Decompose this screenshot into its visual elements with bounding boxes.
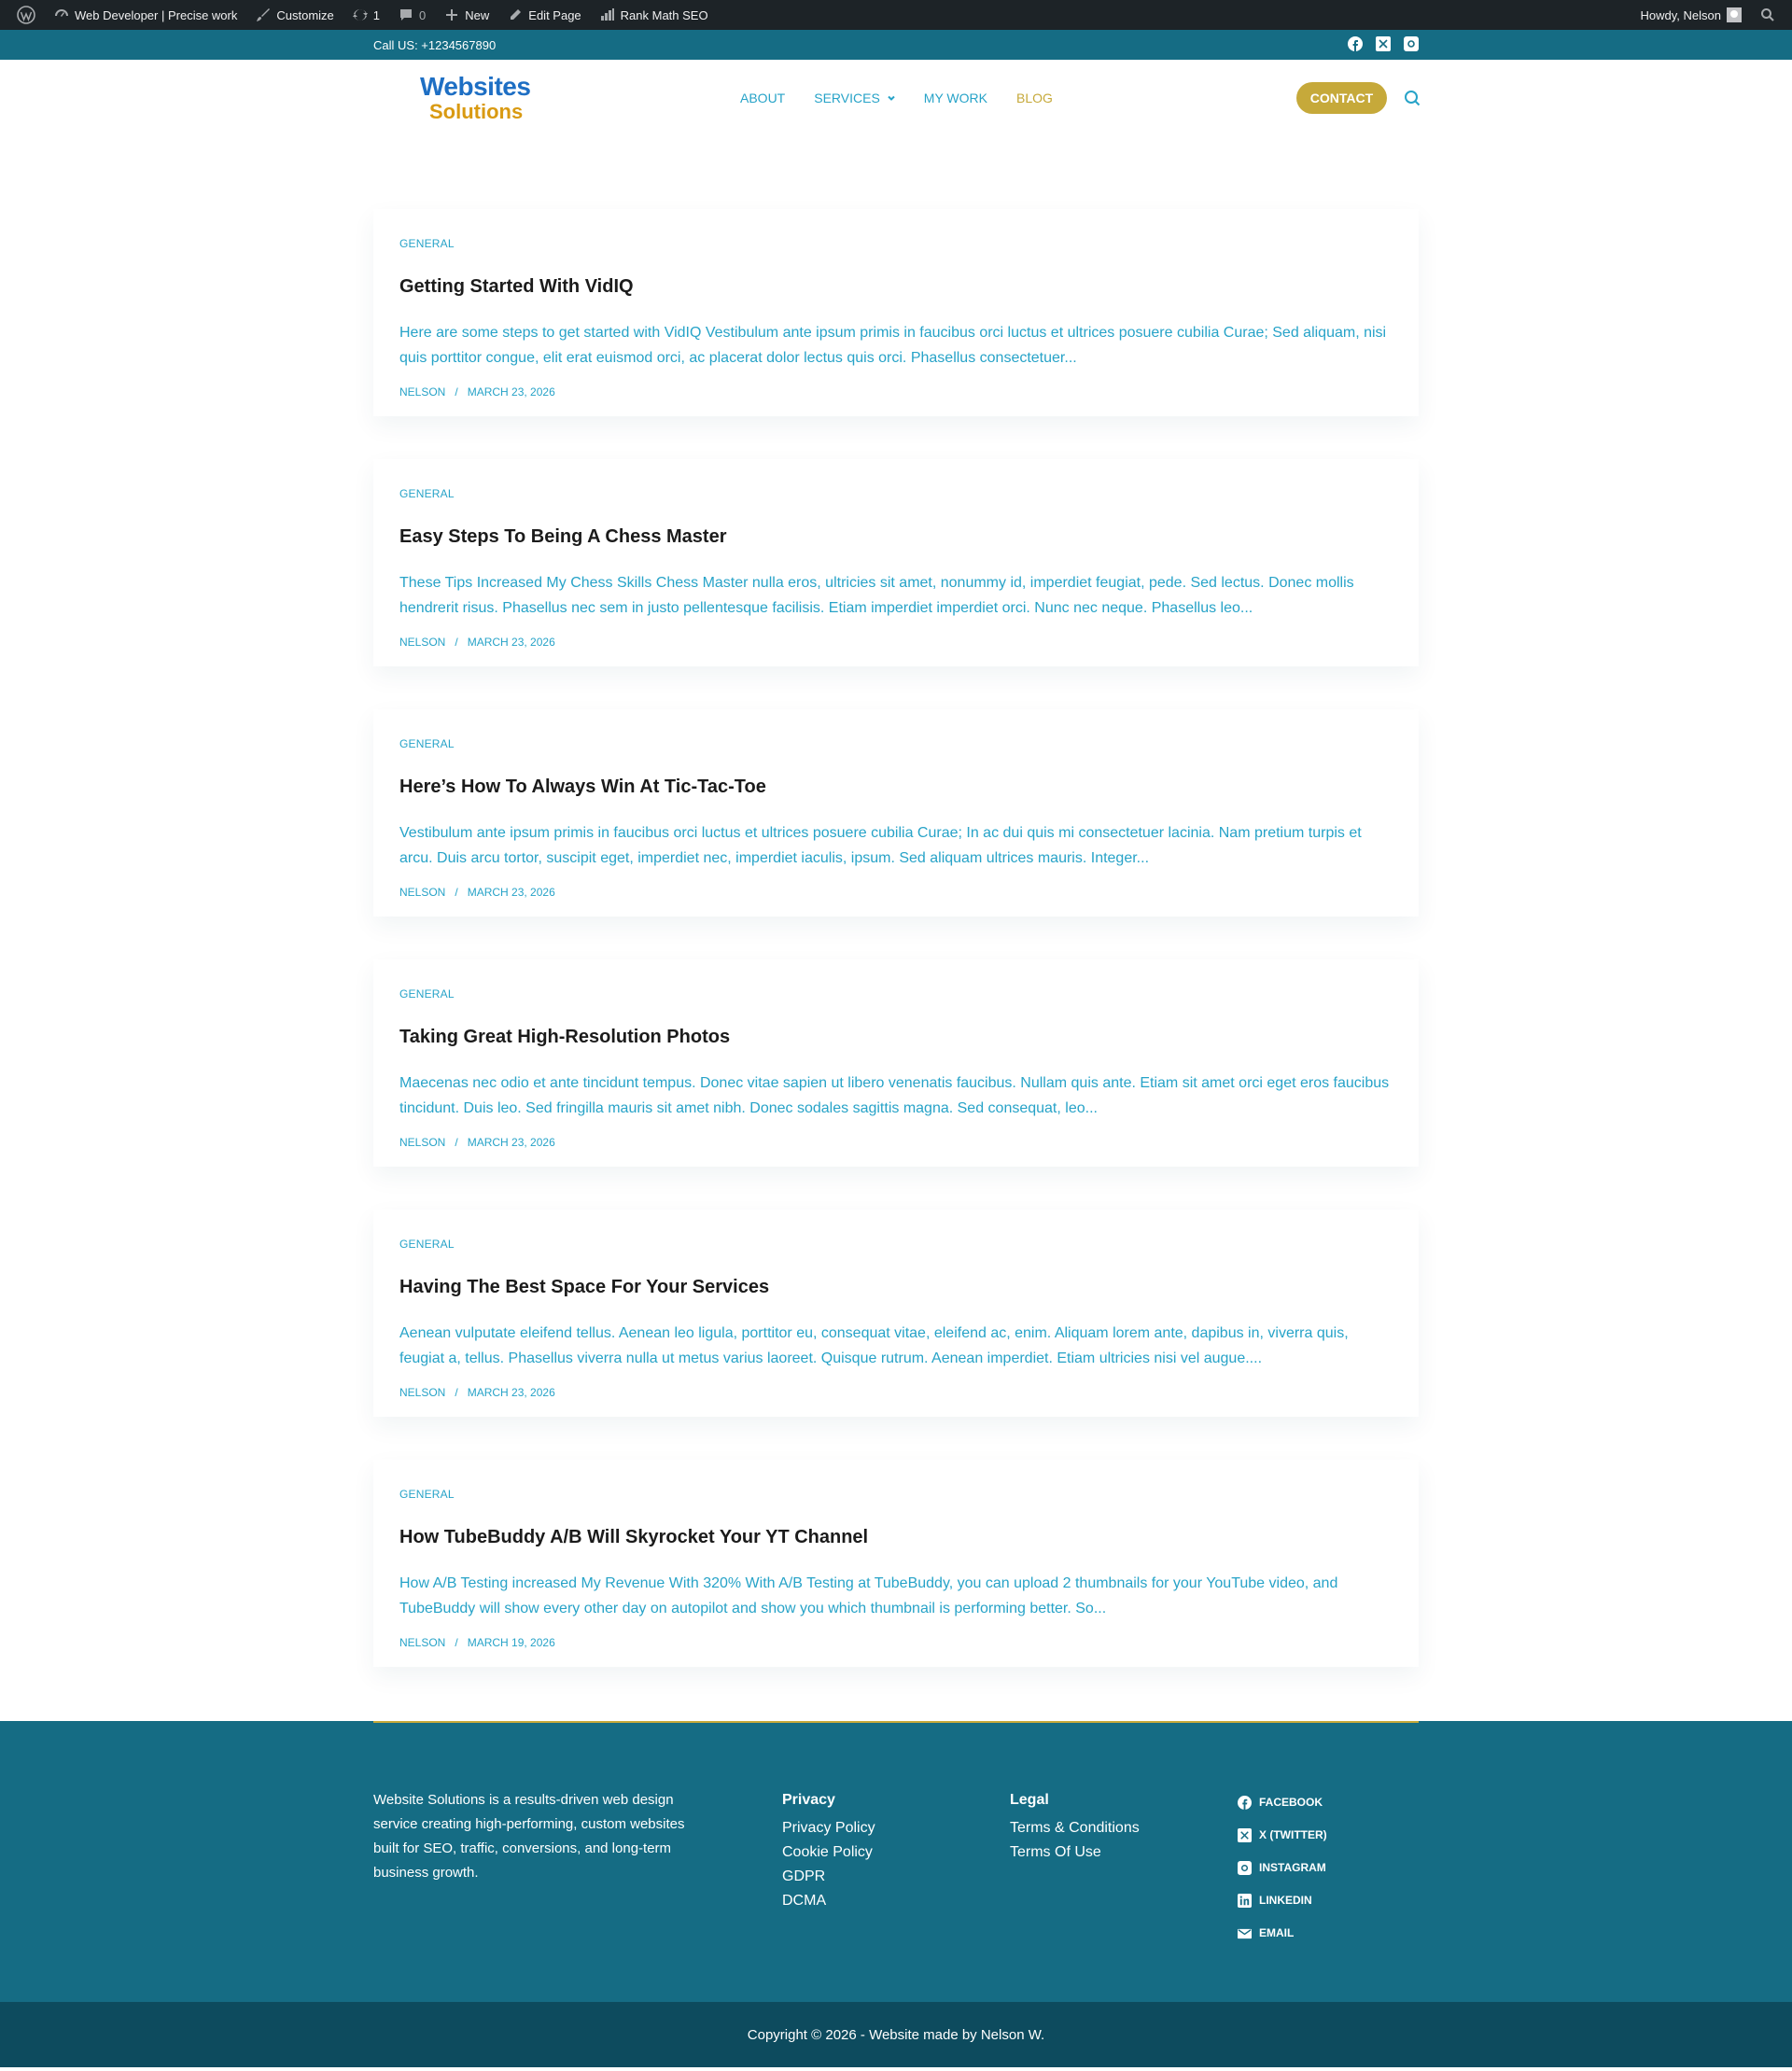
instagram-label: INSTAGRAM <box>1259 1861 1326 1874</box>
footer-social-column <box>1238 1786 1327 1950</box>
post-author[interactable]: NELSON <box>399 1136 446 1149</box>
post-title[interactable]: Easy Steps To Being A Chess Master <box>399 526 727 547</box>
post-title[interactable]: Here’s How To Always Win At Tic-Tac-Toe <box>399 777 766 797</box>
plus-icon <box>444 7 459 22</box>
post-excerpt: Aenean vulputate eleifend tellus. Aenean leo ligula, porttitor eu, consequat vitae, eleifend ac, enim. Aliquam lorem ante, dapibus in, viverra quis, feugiat a, tellus. Phasellus viverra nulla ut metus varius laoreet. Quisque rutrum. Aenean imperdiet. Etiam ultricies nisi vel augue.... <box>399 1325 1349 1366</box>
footer-inner <box>373 1721 1419 2002</box>
admin-bar-right <box>1631 0 1785 30</box>
post-excerpt: These Tips Increased My Chess Skills Chess Master nulla eros, ultricies sit amet, nonummy id, imperdiet feugiat, pede. Sed lectus. Donec mollis hendrerit risus. Phasellus nec sem in justo pellentesque facilisis. Etiam imperdiet imperdiet orci. Nunc nec neque. Phasellus leo... <box>399 575 1354 616</box>
x-twitter-label: X (TWITTER) <box>1259 1828 1327 1841</box>
x-twitter-icon[interactable] <box>1376 36 1391 54</box>
site-logo[interactable] <box>420 72 532 124</box>
brush-icon <box>256 7 271 22</box>
footer-x-twitter-link[interactable] <box>1238 1819 1327 1852</box>
meta-separator: / <box>455 385 458 399</box>
wp-admin-bar <box>0 0 1792 30</box>
post-category[interactable]: GENERAL <box>399 487 455 500</box>
post-excerpt: Here are some steps to get started with VidIQ Vestibulum ante ipsum primis in faucibus orci luctus et ultrices posuere cubilia Curae; Sed aliquam, nisi quis porttitor congue, elit erat euismod orci, ac placerat dolor lectus quis orci. Phasellus consectetuer... <box>399 325 1387 366</box>
post-meta <box>399 886 1393 899</box>
post-author[interactable]: NELSON <box>399 636 446 649</box>
terms-of-use-link[interactable]: Terms Of Use <box>1010 1844 1101 1860</box>
post-card <box>373 959 1419 1167</box>
admin-customize[interactable] <box>246 0 343 30</box>
post-meta <box>399 385 1393 399</box>
post-category[interactable]: GENERAL <box>399 987 455 1001</box>
privacy-policy-link[interactable]: Privacy Policy <box>782 1820 875 1836</box>
facebook-icon[interactable] <box>1348 36 1363 54</box>
contact-button[interactable]: CONTACT <box>1296 82 1387 114</box>
copyright-bar <box>0 2002 1792 2067</box>
avatar <box>1727 7 1742 22</box>
admin-search[interactable] <box>1751 0 1785 30</box>
footer-about-text: Website Solutions is a results-driven web design service creating high-performing, custom websites built for SEO, traffic, conversions, and long-term business growth. <box>373 1792 685 1881</box>
legal-heading: Legal <box>1010 1792 1049 1808</box>
edit-page-label: Edit Page <box>528 7 581 22</box>
logo-bottom-text: Solutions <box>429 100 524 123</box>
admin-account[interactable] <box>1631 0 1751 30</box>
footer-privacy-column <box>782 1788 875 1913</box>
nav-services-label: SERVICES <box>814 91 880 105</box>
footer-facebook-link[interactable] <box>1238 1786 1327 1819</box>
post-meta <box>399 1386 1393 1399</box>
comment-icon <box>399 7 413 22</box>
site-name-label: Web Developer | Precise work <box>75 7 238 22</box>
nav-my-work[interactable]: MY WORK <box>923 91 987 105</box>
post-date: MARCH 23, 2026 <box>467 1386 555 1399</box>
meta-separator: / <box>455 1386 458 1399</box>
post-meta <box>399 636 1393 649</box>
post-card <box>373 1210 1419 1417</box>
footer-legal-column <box>1010 1788 1140 1865</box>
cookie-policy-link[interactable]: Cookie Policy <box>782 1844 873 1860</box>
post-card <box>373 1460 1419 1667</box>
post-card <box>373 459 1419 666</box>
admin-site-name[interactable] <box>45 0 246 30</box>
admin-new[interactable] <box>435 0 498 30</box>
phone-text: Call US: +1234567890 <box>373 37 497 52</box>
footer-linkedin-link[interactable] <box>1238 1884 1327 1917</box>
post-meta <box>399 1636 1393 1649</box>
email-icon <box>1238 1926 1252 1940</box>
updates-icon <box>353 7 368 22</box>
howdy-label: Howdy, Nelson <box>1640 7 1721 22</box>
blog-post-list <box>373 136 1419 1721</box>
chevron-down-icon <box>888 94 895 102</box>
privacy-heading: Privacy <box>782 1792 835 1808</box>
post-author[interactable]: NELSON <box>399 886 446 899</box>
facebook-label: FACEBOOK <box>1259 1796 1323 1809</box>
post-date: MARCH 23, 2026 <box>467 385 555 399</box>
instagram-icon <box>1238 1861 1252 1875</box>
nav-services[interactable] <box>814 91 895 105</box>
top-info-bar-inner <box>373 30 1419 60</box>
post-title[interactable]: How TubeBuddy A/B Will Skyrocket Your YT Channel <box>399 1527 869 1547</box>
facebook-icon <box>1238 1796 1252 1810</box>
pencil-icon <box>508 7 523 22</box>
admin-updates[interactable] <box>343 0 389 30</box>
meta-separator: / <box>455 886 458 899</box>
admin-bar-left <box>7 0 718 30</box>
linkedin-label: LINKEDIN <box>1259 1894 1312 1907</box>
post-category[interactable]: GENERAL <box>399 737 455 750</box>
post-card <box>373 709 1419 917</box>
nav-about[interactable]: ABOUT <box>740 91 786 105</box>
admin-edit-page[interactable] <box>498 0 590 30</box>
wordpress-logo-icon[interactable] <box>7 0 45 30</box>
post-author[interactable]: NELSON <box>399 385 446 399</box>
logo-top-text: Websites <box>420 72 531 101</box>
post-author[interactable]: NELSON <box>399 1386 446 1399</box>
post-title[interactable]: Taking Great High-Resolution Photos <box>399 1027 731 1047</box>
post-date: MARCH 23, 2026 <box>467 1136 555 1149</box>
post-category[interactable]: GENERAL <box>399 1488 455 1501</box>
admin-search-icon <box>1760 7 1775 22</box>
x-twitter-icon <box>1238 1828 1252 1842</box>
copyright-text: Copyright © 2026 - Website made by Nelson W. <box>747 2026 1045 2043</box>
nav-blog[interactable]: BLOG <box>1015 91 1053 105</box>
meta-separator: / <box>455 1136 458 1149</box>
comments-count: 0 <box>419 7 427 22</box>
post-excerpt: How A/B Testing increased My Revenue With 320% With A/B Testing at TubeBuddy, you can upload 2 thumbnails for your YouTube video, and TubeBuddy will show every other day on autopilot and show you which thumbnail is performing better. So... <box>399 1575 1338 1616</box>
meta-separator: / <box>455 636 458 649</box>
post-date: MARCH 23, 2026 <box>467 886 555 899</box>
post-title[interactable]: Getting Started With VidIQ <box>399 276 634 297</box>
new-label: New <box>465 7 490 22</box>
instagram-icon[interactable] <box>1404 36 1419 54</box>
post-excerpt: Maecenas nec odio et ante tincidunt tempus. Donec vitae sapien ut libero venenatis faucibus. Nullam quis ante. Etiam sit amet orci eget eros faucibus tincidunt. Duis leo. Sed fringilla mauris sit amet nibh. Donec sodales sagittis magna. Sed consequat, leo... <box>399 1075 1390 1116</box>
post-meta <box>399 1136 1393 1149</box>
footer-email-link[interactable] <box>1238 1917 1327 1950</box>
post-author[interactable]: NELSON <box>399 1636 446 1649</box>
terms-conditions-link[interactable]: Terms & Conditions <box>1010 1820 1140 1836</box>
post-date: MARCH 23, 2026 <box>467 636 555 649</box>
dashboard-icon <box>54 7 69 22</box>
meta-separator: / <box>455 1636 458 1649</box>
rank-math-icon <box>600 7 615 22</box>
rank-math-label: Rank Math SEO <box>620 7 708 22</box>
footer-instagram-link[interactable] <box>1238 1852 1327 1884</box>
header-inner <box>373 60 1419 136</box>
site-header <box>0 60 1792 136</box>
main-navigation <box>740 91 1053 105</box>
customize-label: Customize <box>276 7 334 22</box>
search-icon[interactable] <box>1404 90 1421 106</box>
site-footer <box>0 1721 1792 2002</box>
gdpr-link[interactable]: GDPR <box>782 1868 826 1884</box>
post-date: MARCH 19, 2026 <box>467 1636 555 1649</box>
admin-rank-math[interactable] <box>591 0 718 30</box>
admin-comments[interactable] <box>389 0 435 30</box>
post-category[interactable]: GENERAL <box>399 1238 455 1251</box>
topbar-social-links <box>1348 36 1419 54</box>
post-excerpt: Vestibulum ante ipsum primis in faucibus orci luctus et ultrices posuere cubilia Curae; In ac dui quis mi consectetuer lacinia. Nam pretium turpis et arcu. Duis arcu tortor, suscipit eget, imperdiet nec, imperdiet iaculis, ipsum. Sed aliquam ultrices mauris. Integer... <box>399 825 1362 866</box>
dcma-link[interactable]: DCMA <box>782 1893 827 1909</box>
post-category[interactable]: GENERAL <box>399 237 455 250</box>
post-title[interactable]: Having The Best Space For Your Services <box>399 1277 770 1297</box>
linkedin-icon <box>1238 1894 1252 1908</box>
post-card <box>373 209 1419 416</box>
top-info-bar <box>0 30 1792 60</box>
updates-count: 1 <box>372 7 381 22</box>
email-label: EMAIL <box>1259 1926 1295 1939</box>
